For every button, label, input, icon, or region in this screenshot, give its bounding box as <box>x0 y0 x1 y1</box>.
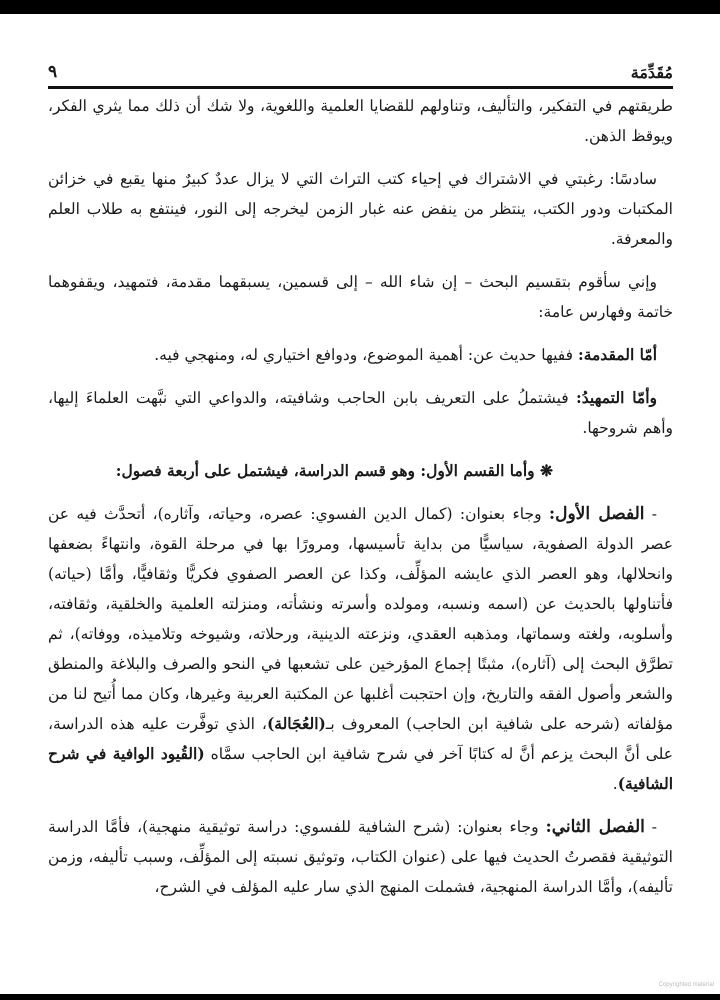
introduction-label: أمّا المقدمة: <box>577 345 657 364</box>
chapter-1-label: الفصل الأول: <box>548 504 645 524</box>
paragraph-1: طريقتهم في التفكير، والتأليف، وتناولهم للقضايا العلمية واللغوية، ولا شك أن ذلك مما يثري الفكر، ويوقظ الذهن. <box>48 97 673 145</box>
paragraph-chapter-1 <box>48 499 673 799</box>
running-header <box>48 52 673 82</box>
copyright-notice: Copyrighted material <box>658 982 714 988</box>
preface-label: وأمّا التمهيدُ: <box>576 388 658 407</box>
chapter-2-dash: - <box>644 818 657 836</box>
chapter-1-text-b: ، الذي توفَّرت عليه هذه الدراسة، على أنَّ البحث يزعم أنَّ له كتابًا آخر في شرح شافية ابن الحاجب سمَّاه <box>48 715 673 763</box>
chapter-title: مُقَدِّمَة <box>630 63 673 82</box>
paragraph-chapter-2 <box>48 812 673 902</box>
paragraph-2: سادسًا: رغبتي في الاشتراك في إحياء كتب التراث التي لا يزال عددٌ كبيرٌ منها يقبع في خزائن المكتبات ودور الكتب، ينتظر من ينفض عنه غبار الزمن ليخرجه إلى النور، فينتفع به طلاب العلم والمعرفة. <box>48 170 673 248</box>
paragraph-preface <box>48 383 673 443</box>
page-number: ٩ <box>48 62 58 82</box>
chapter-2-label: الفصل الثاني: <box>545 817 645 837</box>
preface-text: فيشتملُ على التعريف بابن الحاجب وشافيته، والدواعي التي نبَّهت العلماءَ إليها، وأهم شروحها. <box>48 389 673 437</box>
introduction-text: ففيها حديث عن: أهمية الموضوع، ودوافع اختياري له، ومنهجي فيه. <box>154 346 578 364</box>
body-text <box>48 91 673 915</box>
chapter-1-bold-title-2: (القُيود الوافية في شرح الشافية) <box>48 744 673 793</box>
chapter-1-bold-title-1: (العُجَالة) <box>266 714 326 733</box>
paragraph-3: وإني سأقوم بتقسيم البحث – إن شاء الله – إلى قسمين، يسبقهما مقدمة، فتمهيد، ويقفوهما خاتمة وفهارس عامة: <box>48 273 673 321</box>
chapter-1-dash: - <box>644 505 657 523</box>
paragraph-introduction <box>48 340 673 370</box>
chapter-2-text: وجاء بعنوان: (شرح الشافية للفسوي: دراسة توثيقية منهجية)، فأمَّا الدراسة التوثيقية فقصرتُ الحديث فيها على (عنوان الكتاب، وتوثيق نسبته إلى المؤلِّف، وسبب تأليفه، وزمن تأليفه)، وأمَّا الدراسة المنهجية، فشملت المنهج الذي سار عليه المؤلف في الشرح، <box>48 818 673 896</box>
chapter-1-text-a: وجاء بعنوان: (كمال الدين الفسوي: عصره، وحياته، وآثاره)، أتحدَّث فيه عن عصر الدولة الصفوية، سياسيًّا من بداية تأسيسها، ومرورًا بها في مرحلة القوة، وانتهاءً بضعفها وانحلالها، وهو العصر الذي عايشه المؤلِّف، وكذا عن العصر الصفوي فكريًّا وثقافيًّا، وأمَّا (حياته) فأتناولها بالحديث عن (اسمه ونسبه، ومولده وأسرته ونشأته، ومنزلته العلمية والخلقية، وثقافته، وأسلوبه، ولغته وسماتها، ومذهبه العقدي، ونزعته الدينية، ورحلاته، وشيوخه وتلاميذه، ووفاته)، ثم تطرَّق البحث إلى (آثاره)، مثبتًا إجماع المؤرخين على تشعبها في النحو والصرف والبلاغة والمنطق والشعر وأصول الفقه والتاريخ، وإن احتجبت أغلبها عن المكتبة العربية وغيرها، وكان مما أُتيح لنا من مؤلفاته (شرحه على شافية ابن الحاجب) المعروف بـ <box>48 505 674 733</box>
bottom-black-bar <box>0 994 720 1000</box>
chapter-1-text-c: . <box>612 775 618 793</box>
section-heading: ❋ وأما القسم الأول: وهو قسم الدراسة، فيشتمل على أربعة فصول: <box>115 461 553 480</box>
header-rule <box>48 86 673 89</box>
